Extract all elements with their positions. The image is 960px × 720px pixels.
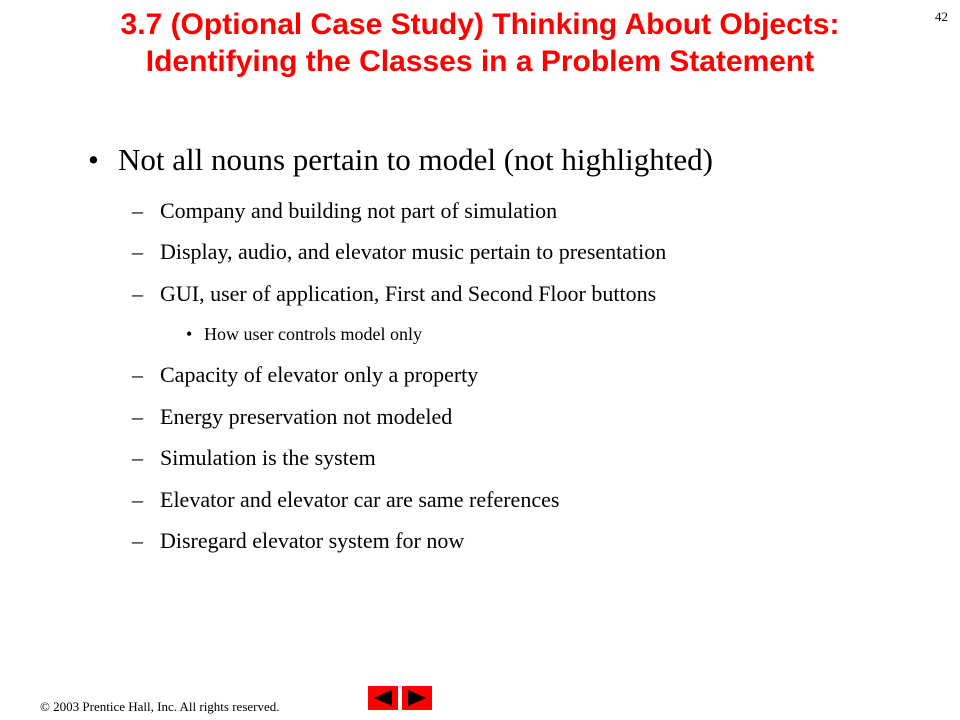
previous-slide-button[interactable] <box>368 686 398 710</box>
sub-bullet-item <box>132 273 666 315</box>
next-slide-button[interactable] <box>402 686 432 710</box>
sub-bullet-list <box>132 190 666 562</box>
slide-title: 3.7 (Optional Case Study) Thinking About Objects: Identifying the Classes in a Problem Statement <box>120 8 840 78</box>
dash-icon: – <box>132 486 143 512</box>
copyright-text: 2003 Prentice Hall, Inc. All rights reserved. <box>53 699 280 714</box>
triangle-right-icon <box>406 689 428 707</box>
sub-bullet-item <box>132 190 666 232</box>
sub-bullet-item <box>132 479 666 521</box>
sub-bullet-item <box>132 521 666 563</box>
sub-bullet-text: Energy preservation not modeled <box>160 403 453 429</box>
sub-bullet-text: Simulation is the system <box>160 445 376 471</box>
sub-bullet-item <box>132 355 666 397</box>
triangle-left-icon <box>372 689 394 707</box>
sub-bullet-text: Capacity of elevator only a property <box>160 362 479 388</box>
sub-bullet-text: Elevator and elevator car are same references <box>160 486 560 512</box>
copyright-symbol: © <box>40 699 50 714</box>
sub-bullet-item <box>132 438 666 480</box>
bullet-dot-icon: • <box>88 142 99 177</box>
dash-icon: – <box>132 528 143 554</box>
sub-bullet-item <box>132 396 666 438</box>
sub-bullet-text: Company and building not part of simulation <box>160 197 558 223</box>
dash-icon: – <box>132 362 143 388</box>
slide-number: 42 <box>935 9 948 24</box>
copyright-footer <box>40 699 280 715</box>
sub-bullet-text: Disregard elevator system for now <box>160 528 465 554</box>
dash-icon: – <box>132 197 143 223</box>
sub-bullet-text: GUI, user of application, First and Second Floor buttons <box>160 280 657 306</box>
main-bullet <box>88 140 713 180</box>
dash-icon: – <box>132 403 143 429</box>
main-bullet-text: Not all nouns pertain to model (not highlighted) <box>118 142 713 177</box>
dash-icon: – <box>132 280 143 306</box>
sub-sub-bullet-text: How user controls model only <box>204 324 422 344</box>
slide-navigation <box>368 686 432 710</box>
dash-icon: – <box>132 445 143 471</box>
sub-bullet-text: Display, audio, and elevator music pertain to presentation <box>160 239 667 265</box>
sub-bullet-item <box>132 232 666 274</box>
dash-icon: – <box>132 239 143 265</box>
bullet-dot-icon: • <box>186 324 193 344</box>
sub-sub-bullet-item <box>132 315 666 355</box>
